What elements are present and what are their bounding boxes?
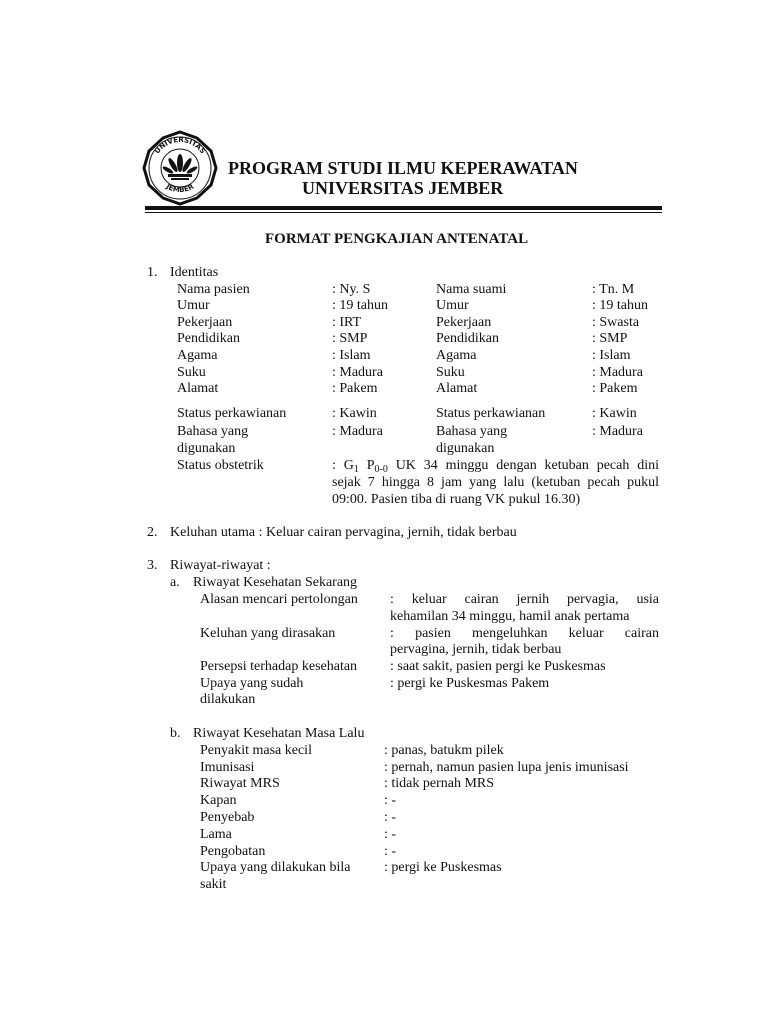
subsection-a-title: Riwayat Kesehatan Sekarang bbox=[193, 575, 358, 590]
past-history-value: : panas, batukm pilek bbox=[384, 743, 504, 758]
identity-value: : SMP bbox=[332, 331, 368, 346]
obstetric-status-label: Status obstetrik bbox=[177, 458, 264, 473]
identity-value: : Kawin bbox=[592, 406, 637, 421]
obstetric-status-line-3: 09:00. Pasien tiba di ruang VK pukul 16.30) bbox=[332, 492, 581, 507]
obstetric-status-line-1: : $G_1$ $P_{0-0}$ UK 34 minggu dengan ketuban pecah dini bbox=[332, 458, 659, 475]
identity-label: Status perkawianan bbox=[177, 406, 287, 421]
identity-value: : 19 tahun bbox=[592, 298, 648, 313]
header-rule-thick bbox=[145, 206, 662, 210]
identity-label: Suku bbox=[436, 365, 465, 380]
subsection-b-title: Riwayat Kesehatan Masa Lalu bbox=[193, 726, 365, 741]
past-history-label: sakit bbox=[200, 877, 227, 892]
identity-label: Pekerjaan bbox=[177, 315, 233, 330]
identity-label: digunakan bbox=[436, 441, 495, 456]
past-history-value: : - bbox=[384, 844, 397, 859]
past-history-label: Penyebab bbox=[200, 810, 255, 825]
identity-value: : Madura bbox=[592, 365, 643, 380]
identity-value: : Madura bbox=[332, 424, 383, 439]
identity-value: : IRT bbox=[332, 315, 362, 330]
identity-label: Bahasa yang bbox=[436, 424, 508, 439]
identity-value: : Ny. S bbox=[332, 282, 371, 297]
identity-label: digunakan bbox=[177, 441, 236, 456]
past-history-label: Penyakit masa kecil bbox=[200, 743, 312, 758]
history-value: : pergi ke Puskesmas Pakem bbox=[390, 676, 550, 691]
identity-label: Pekerjaan bbox=[436, 315, 492, 330]
identity-label: Alamat bbox=[177, 381, 219, 396]
section-3-number: 3. bbox=[147, 558, 158, 573]
identity-value: : Kawin bbox=[332, 406, 377, 421]
logo-text-bottom: JEMBER bbox=[164, 182, 196, 195]
past-history-label: Kapan bbox=[200, 793, 237, 808]
past-history-value: : pergi ke Puskesmas bbox=[384, 860, 502, 875]
history-value: kehamilan 34 minggu, hamil anak pertama bbox=[390, 609, 630, 624]
document-title: FORMAT PENGKAJIAN ANTENATAL bbox=[265, 231, 529, 247]
identity-value: : Pakem bbox=[332, 381, 378, 396]
identity-label: Suku bbox=[177, 365, 206, 380]
identity-value: : Madura bbox=[332, 365, 383, 380]
section-1-title: Identitas bbox=[170, 265, 219, 280]
identity-label: Alamat bbox=[436, 381, 478, 396]
past-history-label: Upaya yang dilakukan bila bbox=[200, 860, 351, 875]
chief-complaint: Keluhan utama : Keluar cairan pervagina, jernih, tidak berbau bbox=[170, 525, 517, 540]
past-history-value: : tidak pernah MRS bbox=[384, 776, 495, 791]
identity-label: Bahasa yang bbox=[177, 424, 249, 439]
past-history-label: Lama bbox=[200, 827, 232, 842]
history-value: : pasien mengeluhkan keluar cairan bbox=[390, 626, 659, 641]
past-history-label: Pengobatan bbox=[200, 844, 266, 859]
past-history-value: : - bbox=[384, 793, 397, 808]
identity-value: : 19 tahun bbox=[332, 298, 388, 313]
identity-label: Pendidikan bbox=[177, 331, 240, 346]
history-value: : keluar cairan jernih pervagia, usia bbox=[390, 592, 659, 607]
subsection-b-letter: b. bbox=[170, 726, 181, 741]
header-line-2: UNIVERSITAS JEMBER bbox=[302, 178, 504, 198]
past-history-label: Imunisasi bbox=[200, 760, 255, 775]
history-label: Persepsi terhadap kesehatan bbox=[200, 659, 358, 674]
past-history-label: Riwayat MRS bbox=[200, 776, 280, 791]
header-line-1: PROGRAM STUDI ILMU KEPERAWATAN bbox=[228, 158, 578, 178]
past-history-value: : - bbox=[384, 810, 397, 825]
identity-label: Pendidikan bbox=[436, 331, 499, 346]
subsection-a-letter: a. bbox=[170, 575, 180, 590]
logo-text-top: UNIVERSITAS bbox=[153, 135, 207, 156]
past-history-value: : - bbox=[384, 827, 397, 842]
identity-label: Agama bbox=[436, 348, 477, 363]
identity-label: Agama bbox=[177, 348, 218, 363]
identity-label: Umur bbox=[177, 298, 210, 313]
identity-value: : Tn. M bbox=[592, 282, 635, 297]
identity-value: : Swasta bbox=[592, 315, 640, 330]
identity-value: : Madura bbox=[592, 424, 643, 439]
identity-value: : SMP bbox=[592, 331, 628, 346]
identity-value: : Islam bbox=[592, 348, 631, 363]
section-2-number: 2. bbox=[147, 525, 158, 540]
header-rule-thin bbox=[145, 212, 662, 213]
history-value: pervagina, jernih, tidak berbau bbox=[390, 642, 562, 657]
history-label: Alasan mencari pertolongan bbox=[200, 592, 358, 607]
identity-value: : Pakem bbox=[592, 381, 638, 396]
identity-label: Umur bbox=[436, 298, 469, 313]
history-value: : saat sakit, pasien pergi ke Puskesmas bbox=[390, 659, 606, 674]
history-label: Upaya yang sudah bbox=[200, 676, 304, 691]
past-history-value: : pernah, namun pasien lupa jenis imunisasi bbox=[384, 760, 629, 775]
section-1-number: 1. bbox=[147, 265, 158, 280]
section-3-title: Riwayat-riwayat : bbox=[170, 558, 271, 573]
university-logo bbox=[142, 130, 218, 206]
history-label: Keluhan yang dirasakan bbox=[200, 626, 336, 641]
identity-label: Nama pasien bbox=[177, 282, 250, 297]
identity-label: Nama suami bbox=[436, 282, 507, 297]
history-label: dilakukan bbox=[200, 692, 256, 707]
obstetric-status-line-2: sejak 7 hingga 8 jam yang lalu (ketuban pecah pukul bbox=[332, 475, 659, 490]
identity-label: Status perkawianan bbox=[436, 406, 546, 421]
identity-value: : Islam bbox=[332, 348, 371, 363]
